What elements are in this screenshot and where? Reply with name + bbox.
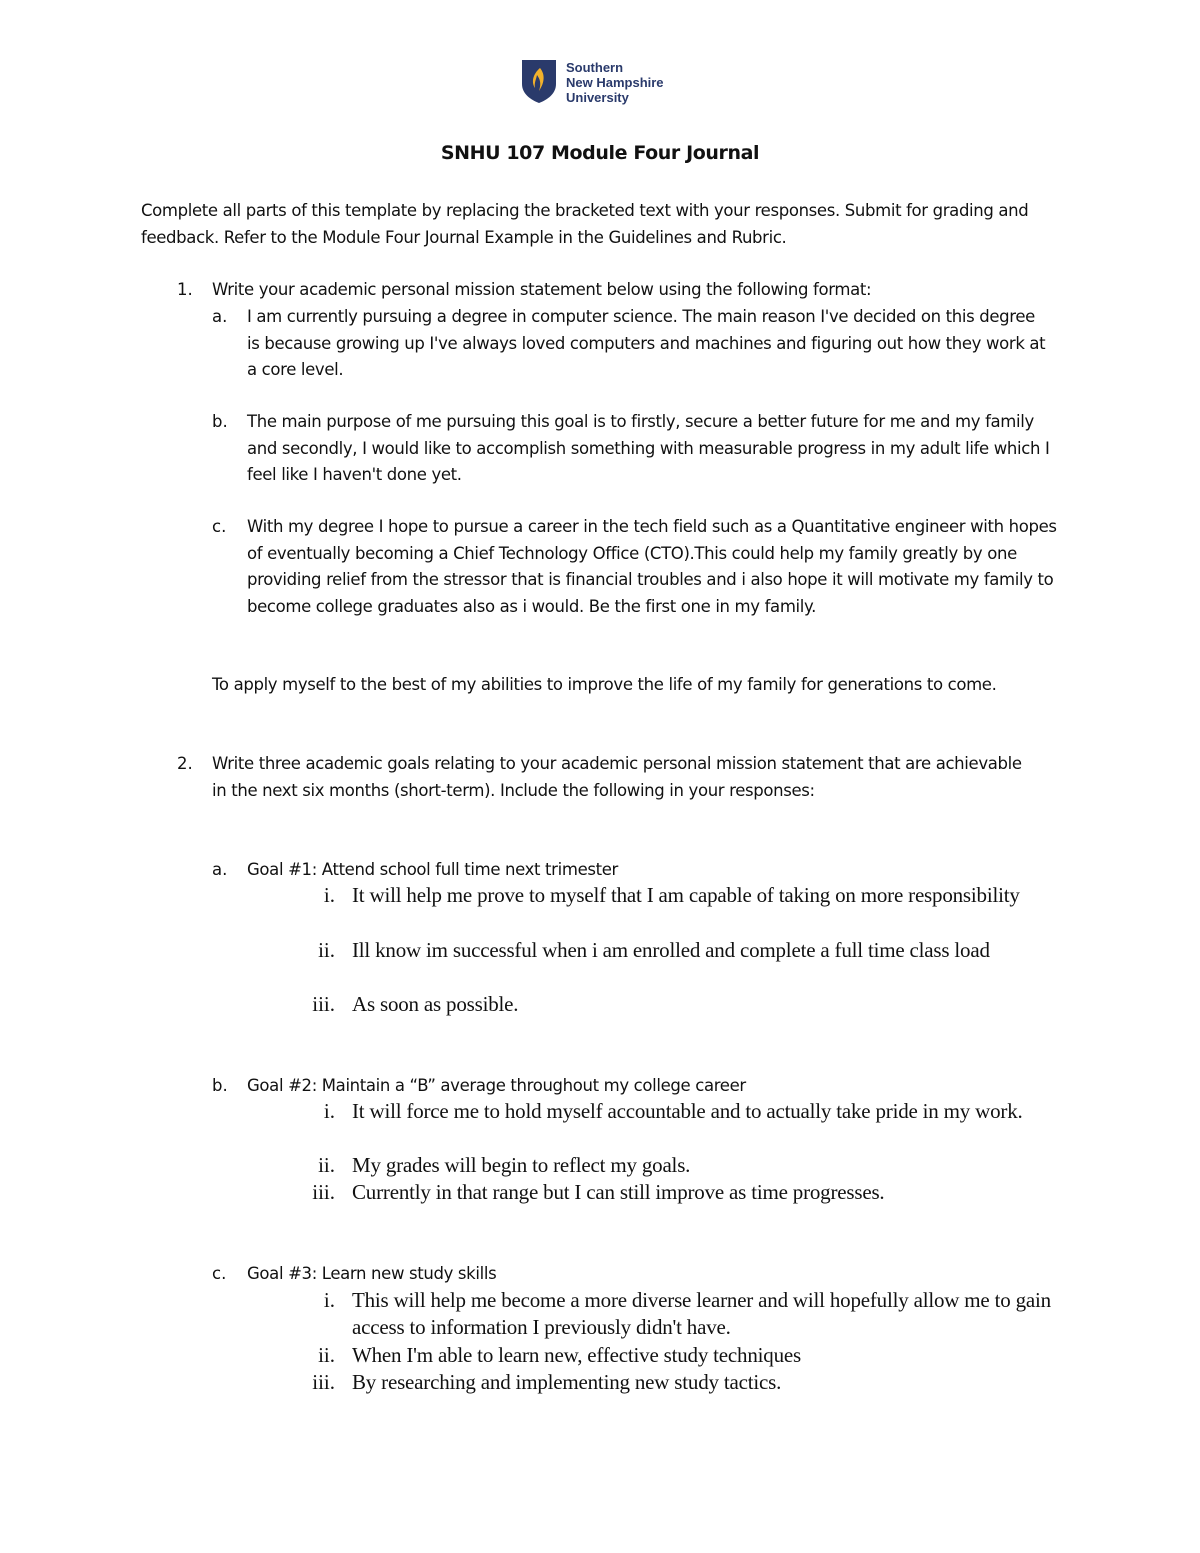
goal-3-sub-1-marker: i. (323, 1288, 335, 1312)
goal-1-sub-1-text: It will help me prove to myself that I am capable of taking on more responsibility (352, 883, 1020, 907)
goal-2-sub-2-text: My grades will begin to reflect my goals. (352, 1153, 691, 1177)
q2-prompt: Write three academic goals relating to your academic personal mission statement that are achievable in the next six months (short-term). Include the following in your responses: (212, 754, 1022, 800)
logo-line-1: Southern (566, 60, 624, 75)
goal-2-sub-3-text: Currently in that range but I can still improve as time progresses. (352, 1180, 885, 1204)
logo-line-3: University (566, 90, 629, 105)
goal-1-sub-1-marker: i. (323, 883, 335, 907)
goal-1-sub-2-text: Ill know im successful when i am enrolled and complete a full time class load (352, 938, 990, 962)
q1-b-marker: b. (212, 412, 228, 431)
q1-c-text: With my degree I hope to pursue a career in the tech field such as a Quantitative engineer with hopes of eventually becoming a Chief Technology Office (CTO).This could help my family greatly by one providing relief from the stressor that is financial troubles and i also hope it will motivate my family to become college graduates also as i would. Be the first one in my family. (247, 517, 1057, 616)
logo-wordmark (566, 60, 664, 105)
goal-3-sub-3-marker: iii. (312, 1370, 335, 1394)
q1-c-marker: c. (212, 517, 227, 536)
goal-2-sub-1-text: It will force me to hold myself accountable and to actually take pride in my work. (352, 1099, 1023, 1123)
goal-2-sub-1-marker: i. (323, 1099, 335, 1123)
goal-1-marker: a. (212, 860, 228, 879)
goal-1-label: Goal #1: Attend school full time next trimester (247, 860, 618, 879)
q1-b-text: The main purpose of me pursuing this goal is to firstly, secure a better future for me and my family and secondly, I would like to accomplish something with measurable progress in my adult life which I feel like I haven't done yet. (247, 412, 1050, 484)
goal-2-marker: b. (212, 1076, 228, 1095)
goal-2-sub-2-marker: ii. (318, 1153, 335, 1177)
q1-a-text: I am currently pursuing a degree in computer science. The main reason I've decided on this degree is because growing up I've always loved computers and machines and figuring out how they work at a core level. (247, 307, 1046, 379)
q1-prompt: Write your academic personal mission statement below using the following format: (212, 280, 872, 299)
page-title: SNHU 107 Module Four Journal (440, 142, 760, 164)
goal-3-sub-1-text: This will help me become a more diverse learner and will hopefully allow me to gain access to information I previously didn't have. (352, 1288, 1051, 1339)
intro-paragraph: Complete all parts of this template by replacing the bracketed text with your responses. Submit for grading and feedback. Refer to the Module Four Journal Example in the Guidelines and Rubric. (141, 201, 1029, 247)
q1-a-marker: a. (212, 307, 228, 326)
goal-2-sub-3-marker: iii. (312, 1180, 335, 1204)
goal-1-sub-3-text: As soon as possible. (352, 992, 519, 1016)
goal-1-sub-2-marker: ii. (318, 938, 335, 962)
shield-flame-icon (520, 58, 560, 104)
q1-marker: 1. (177, 280, 193, 299)
logo-line-2: New Hampshire (566, 75, 664, 90)
q2-marker: 2. (177, 754, 193, 773)
snhu-logo (520, 58, 700, 110)
goal-2-label: Goal #2: Maintain a “B” average throughout my college career (247, 1076, 746, 1095)
goal-3-sub-3-text: By researching and implementing new study tactics. (352, 1370, 782, 1394)
goal-3-marker: c. (212, 1264, 227, 1283)
goal-3-sub-2-text: When I'm able to learn new, effective study techniques (352, 1343, 801, 1367)
mission-statement: To apply myself to the best of my abilities to improve the life of my family for generations to come. (212, 675, 997, 694)
goal-3-label: Goal #3: Learn new study skills (247, 1264, 497, 1283)
goal-1-sub-3-marker: iii. (312, 992, 335, 1016)
goal-3-sub-2-marker: ii. (318, 1343, 335, 1367)
